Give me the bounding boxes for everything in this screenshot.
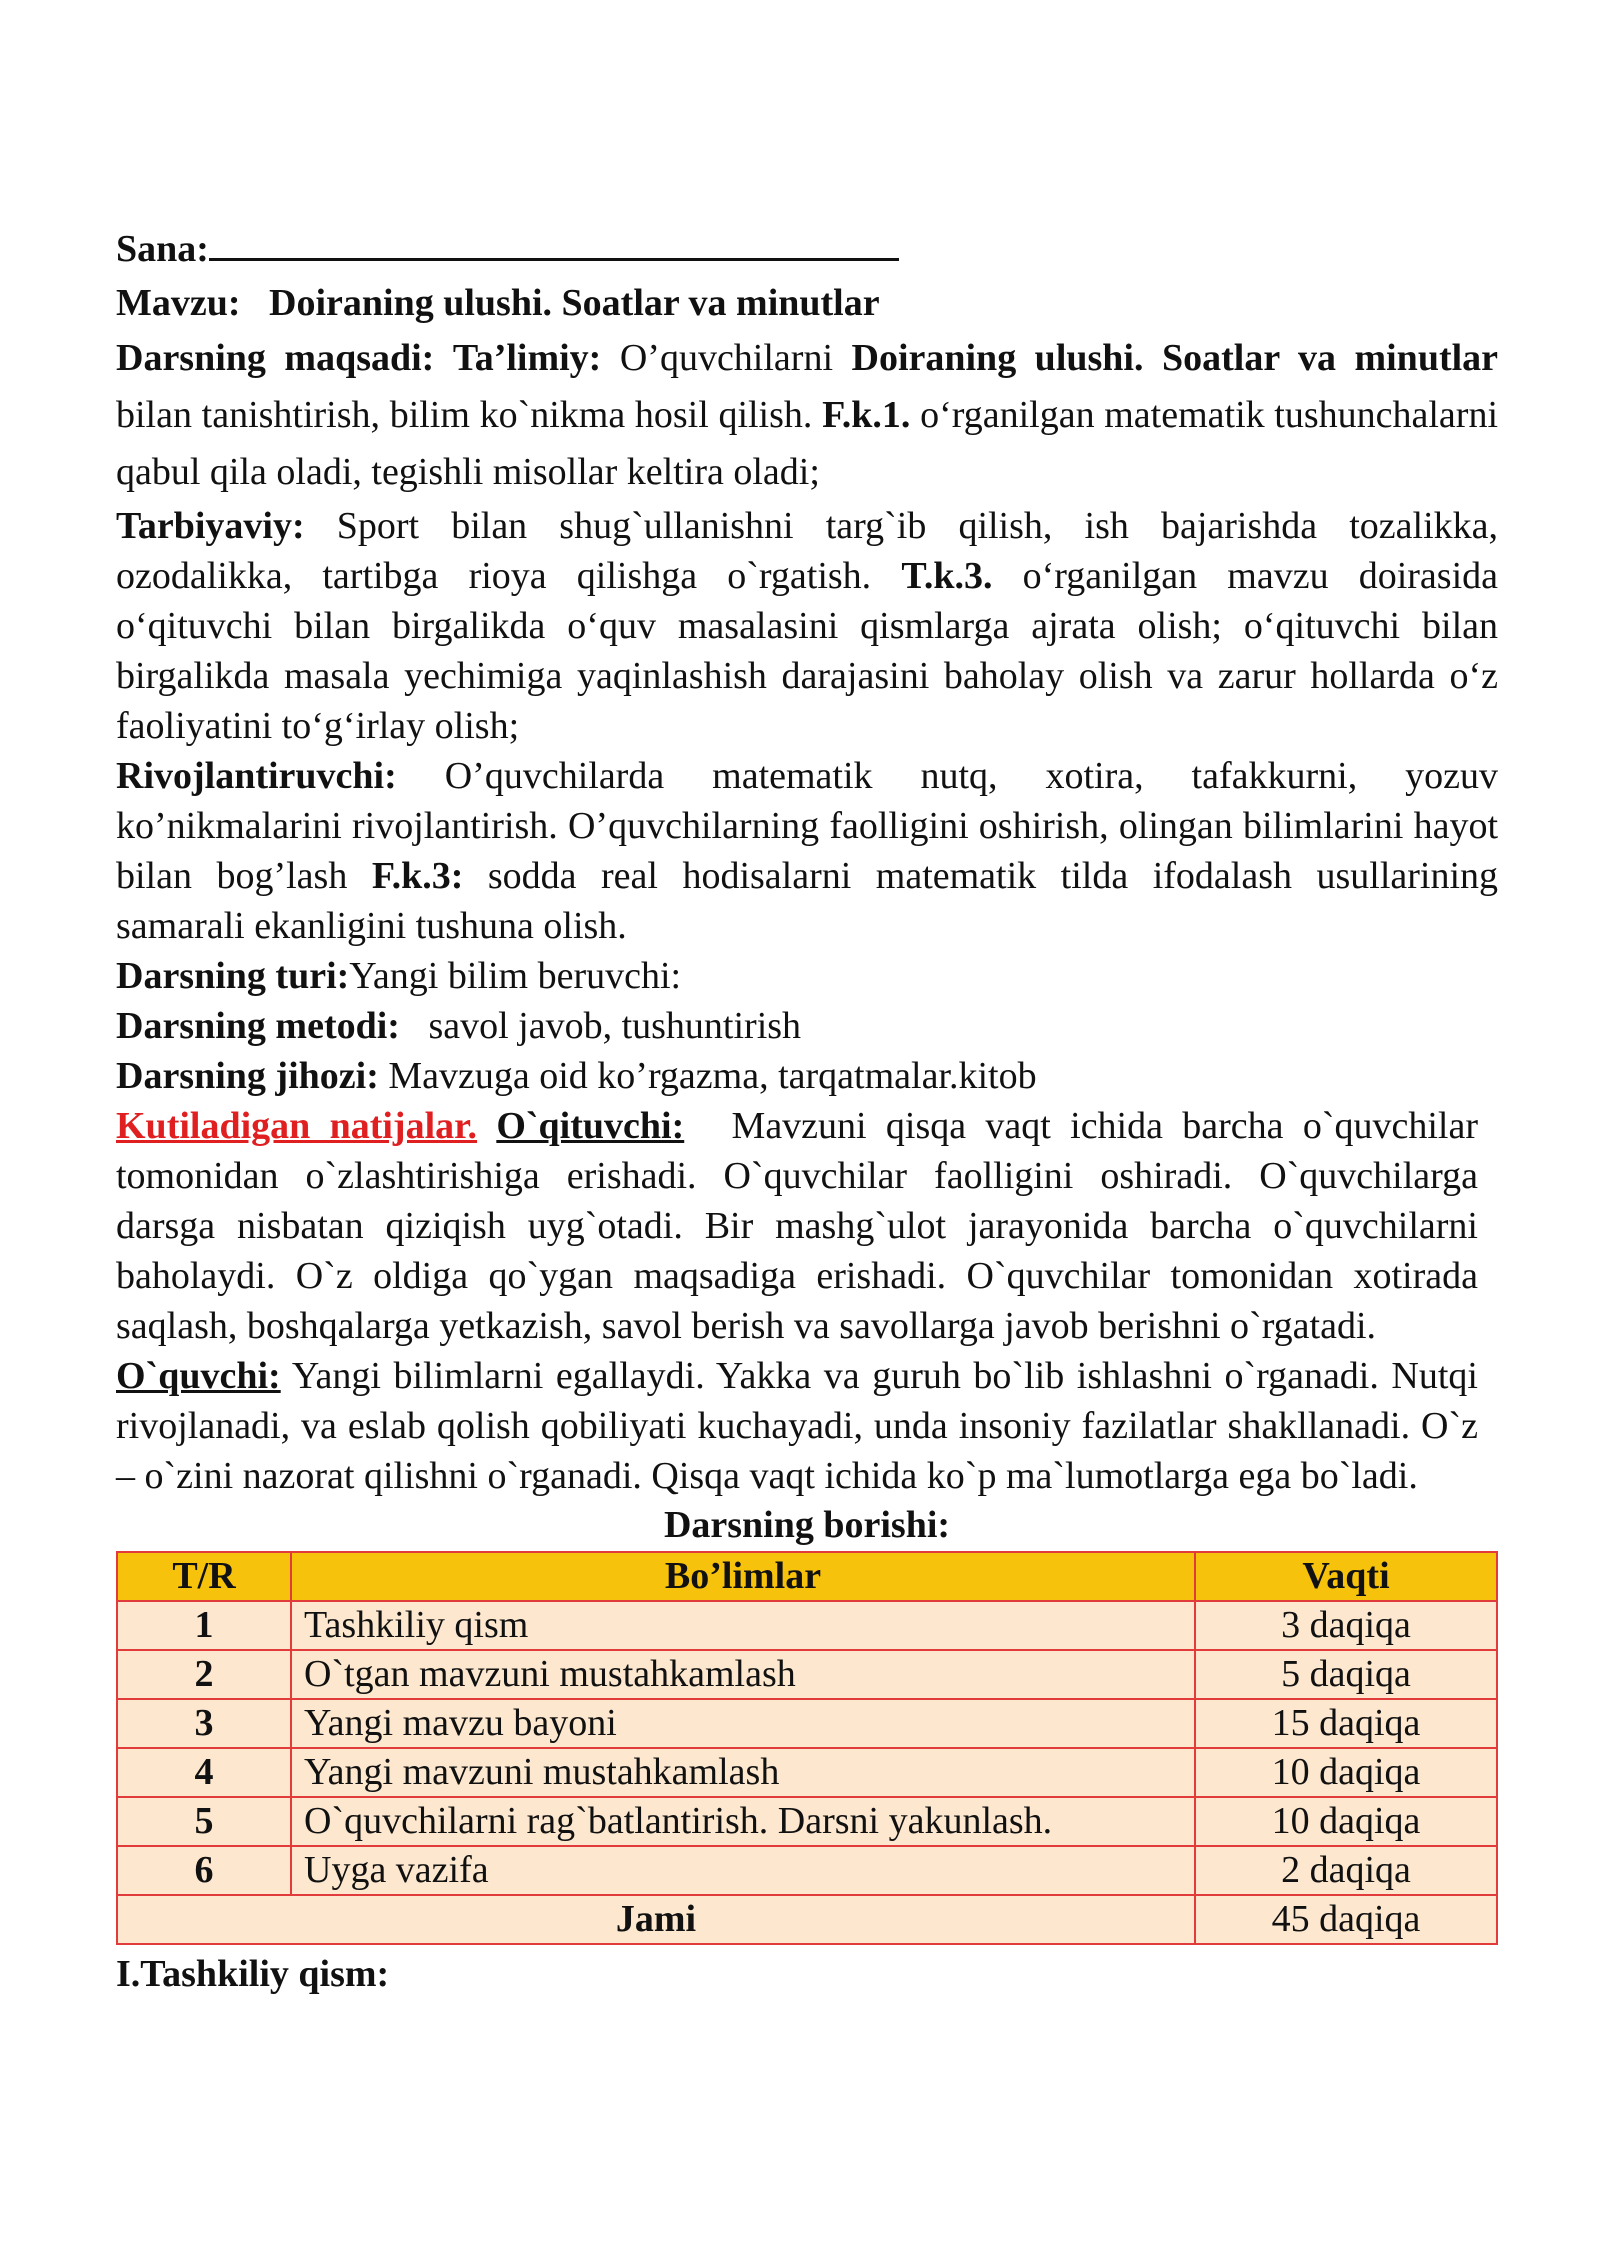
row-time: 5 daqiqa [1195, 1650, 1497, 1699]
educational-topic: Doiraning ulushi. Soatlar va minutlar [851, 337, 1499, 379]
row-section: Uyga vazifa [291, 1846, 1195, 1895]
table-row [117, 1797, 1497, 1846]
date-label: Sana: [116, 228, 209, 270]
header-sections: Bo’limlar [291, 1552, 1195, 1601]
lesson-equipment-line [116, 1051, 1498, 1101]
date-blank [209, 224, 899, 261]
table-row [117, 1748, 1497, 1797]
row-number: 5 [117, 1797, 291, 1846]
lesson-plan-table [116, 1551, 1498, 1945]
row-number: 2 [117, 1650, 291, 1699]
goals-educational [116, 330, 1498, 501]
row-time: 10 daqiqa [1195, 1748, 1497, 1797]
fk1-text: o‘rganilgan matematik tushunchalarni qabul qila oladi, tegishli misollar keltira oladi; [116, 394, 1499, 493]
lesson-equipment-value: Mavzuga oid ko’rgazma, tarqatmalar.kitob [388, 1055, 1037, 1097]
lesson-method-label: Darsning metodi: [116, 1005, 400, 1047]
tk3-label: T.k.3. [901, 555, 993, 597]
teacher-text: Mavzuni qisqa vaqt ichida barcha o`quvchilar tomonidan o`zlashtirishiga erishadi. O`quvchilar faolligini oshiradi. O`quvchilarga darsga nisbatan qiziqish uyg`otadi. Bir mashg`ulot jarayonida barcha o`quvchilarni baholaydi. O`z oldiga qo`ygan maqsadiga erishadi. O`quvchilar tomonidan xotirada saqlash, boshqalarga yetkazish, savol berish va savollarga javob berishni o`rgatadi. [116, 1105, 1478, 1347]
goals-label: Darsning maqsadi: [116, 337, 435, 379]
table-row [117, 1846, 1497, 1895]
educational-pre: O’quvchilarni [619, 337, 833, 379]
table-header-row [117, 1552, 1497, 1601]
row-time: 2 daqiqa [1195, 1846, 1497, 1895]
row-section: O`quvchilarni rag`batlantirish. Darsni yakunlash. [291, 1797, 1195, 1846]
row-section: Tashkiliy qism [291, 1601, 1195, 1650]
educational-post: bilan tanishtirish, bilim ko`nikma hosil qilish. [116, 394, 813, 436]
lesson-type-label: Darsning turi: [116, 955, 350, 997]
fk1-label: F.k.1. [822, 394, 911, 436]
upbringing-text: Sport bilan shug`ullanishni targ`ib qilish, ish bajarishda tozalikka, ozodalikka, tartibga rioya qilishga o`rgatish. [116, 505, 1498, 597]
header-time: Vaqti [1195, 1552, 1497, 1601]
row-number: 4 [117, 1748, 291, 1797]
row-number: 3 [117, 1699, 291, 1748]
developing-label: Rivojlantiruvchi: [116, 755, 397, 797]
next-section-heading: I.Tashkiliy qism: [116, 1953, 390, 1995]
date-line [116, 224, 1498, 274]
row-time: 15 daqiqa [1195, 1699, 1497, 1748]
row-number: 6 [117, 1846, 291, 1895]
topic-value: Doiraning ulushi. Soatlar va minutlar [269, 282, 880, 324]
table-row [117, 1699, 1497, 1748]
total-time: 45 daqiqa [1195, 1895, 1497, 1944]
fk3-text: sodda real hodisalarni matematik tilda ifodalash usullarining samarali ekanligini tushuna olish. [116, 855, 1499, 947]
student-label: O`quvchi: [116, 1355, 281, 1397]
lesson-equipment-label: Darsning jihozi: [116, 1055, 379, 1097]
student-text: Yangi bilimlarni egallaydi. Yakka va guruh bo`lib ishlashni o`rganadi. Nutqi rivojlanadi, va eslab qolish qobiliyati kuchayadi, unda insoniy fazilatlar shakllanadi. O`z – o`zini nazorat qilishni o`rganadi. Qisqa vaqt ichida ko`p ma`lumotlarga ega bo`ladi. [116, 1355, 1478, 1497]
lesson-method-line [116, 1001, 1498, 1051]
row-section: Yangi mavzu bayoni [291, 1699, 1195, 1748]
educational-label: Ta’limiy: [452, 337, 602, 379]
developing-text: O’quvchilarda matematik nutq, xotira, tafakkurni, yozuv ko’nikmalarini rivojlantirish. O’quvchilarning faolligini oshirish, olingan bilimlarini hayot bilan bog’lash [116, 755, 1499, 897]
upbringing-label: Tarbiyaviy: [116, 505, 305, 547]
row-section: Yangi mavzuni mustahkamlash [291, 1748, 1195, 1797]
outcomes-teacher [116, 1101, 1478, 1351]
row-number: 1 [117, 1601, 291, 1650]
table-row [117, 1650, 1497, 1699]
topic-label: Mavzu: [116, 282, 241, 324]
tk3-text: o‘rganilgan mavzu doirasida o‘qituvchi bilan birgalikda o‘quv masalasini qismlarga ajrata olish; o‘qituvchi bilan birgalikda masala yechimiga yaqinlashish darajasini baholay olish va zarur hollarda o‘z faoliyatini to‘g‘irlay olish; [116, 555, 1499, 747]
table-total-row [117, 1895, 1497, 1944]
outcomes-student [116, 1351, 1478, 1501]
lesson-method-value: savol javob, tushuntirish [428, 1005, 802, 1047]
goals-upbringing [116, 501, 1498, 751]
goals-developing [116, 751, 1498, 951]
fk3-label: F.k.3: [371, 855, 464, 897]
total-label: Jami [117, 1895, 1195, 1944]
lesson-type-value: Yangi bilim beruvchi: [349, 955, 682, 997]
plan-title: Darsning borishi: [663, 1504, 951, 1546]
lesson-type-line [116, 951, 1498, 1001]
row-section: O`tgan mavzuni mustahkamlash [291, 1650, 1195, 1699]
topic-line [116, 278, 1498, 328]
outcomes-label: Kutiladigan natijalar. [116, 1105, 478, 1147]
table-row [117, 1601, 1497, 1650]
lesson-plan-page [116, 224, 1498, 1999]
teacher-label: O`qituvchi: [496, 1105, 685, 1147]
header-number: T/R [117, 1552, 291, 1601]
row-time: 10 daqiqa [1195, 1797, 1497, 1846]
row-time: 3 daqiqa [1195, 1601, 1497, 1650]
